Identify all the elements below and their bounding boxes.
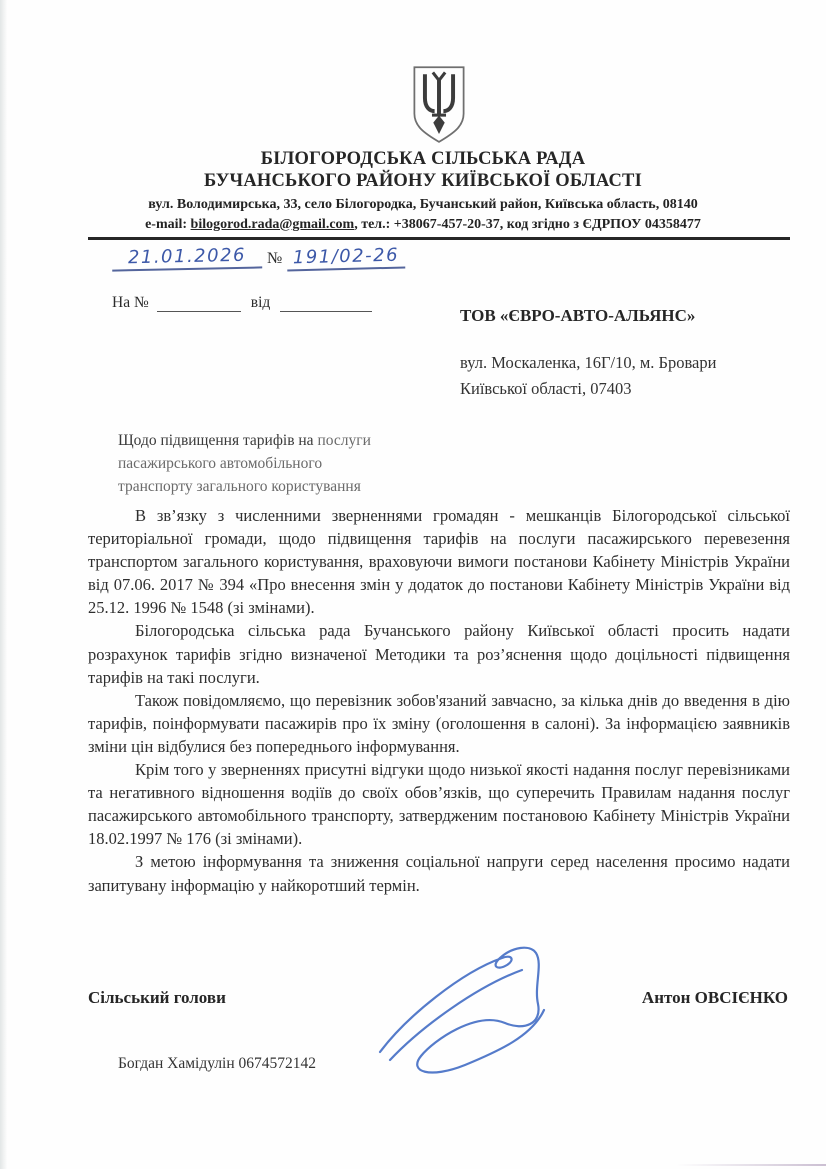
handwritten-date: 21.01.2026 <box>112 244 262 271</box>
recipient-address <box>460 350 716 402</box>
executor-contact-line: Богдан Хамідулін 0674572142 <box>118 1055 317 1072</box>
outgoing-reference-row <box>112 246 405 270</box>
handwritten-signature <box>372 944 582 1084</box>
organization-name <box>60 148 786 192</box>
reply-prefix-label: На № <box>112 294 149 311</box>
reply-from-label: від <box>250 294 271 311</box>
recipient-block <box>460 306 716 402</box>
letter-subject <box>118 429 388 498</box>
subject-line1: Щодо підвищення тарифів на послуги <box>118 432 371 449</box>
recipient-address-line2: Київської області, 07403 <box>460 379 632 398</box>
org-address-line: вул. Володимирська, 33, село Білогородка, Бучанський район, Київська область, 08140 <box>148 197 698 212</box>
organization-contacts <box>60 195 786 234</box>
scan-corner-artifact <box>676 1164 826 1166</box>
reply-number-blank <box>157 297 241 312</box>
body-paragraph-2: Білогородська сільська рада Бучанського району Київської області просить надати розрахунок тарифів згідно визначеної Методики та роз’яснення щодо доцільності підвищення тарифів на такі послуги. <box>88 621 790 687</box>
signer-position-title: Сільський голови <box>88 988 226 1007</box>
org-title-line2: БУЧАНСЬКОГО РАЙОНУ КИЇВСЬКОЇ ОБЛАСТІ <box>204 171 642 191</box>
email-address: bilogorod.rada@gmail.com <box>190 216 355 232</box>
email-prefix: e-mail: <box>145 216 191 232</box>
body-paragraph-5: З метою інформування та зниження соціальної напруги серед населення просимо надати запитувану інформацію у найкоротший термін. <box>88 852 790 895</box>
letter-body <box>88 504 790 897</box>
ukraine-trident-emblem-icon <box>410 61 468 149</box>
letterhead-divider-rule <box>88 237 790 240</box>
reply-date-blank <box>280 297 372 312</box>
number-sign: № <box>267 250 283 267</box>
recipient-name: ТОВ «ЄВРО-АВТО-АЛЬЯНС» <box>460 306 696 325</box>
body-paragraph-4: Крім того у зверненнях присутні відгуки щодо низької якості надання послуг перевізниками та негативного відношення водіїв до своїх обов’язків, що суперечить Правилам надання послуг пасажирського автомобільного транспорту, затвердженим постановою Кабінету Міністрів України 18.02.1997 № 176 (зі змінами). <box>88 760 790 849</box>
body-paragraph-3: Також повідомляємо, що перевізник зобов'язаний завчасно, за кілька днів до введення в дію тарифів, поінформувати пасажирів про їх зміну (оголошення в салоні). За інформацією заявників зміни цін відбулися без попереднього інформування. <box>88 690 790 756</box>
scan-left-edge-artifact <box>0 0 7 1169</box>
signer-name: Антон ОВСІЄНКО <box>641 988 788 1007</box>
phone-and-code: , тел.: +38067-457-20-37, код згідно з ЄДРПОУ 04358477 <box>354 216 701 232</box>
org-contact-line <box>60 215 786 235</box>
reply-reference-row <box>112 294 372 312</box>
recipient-address-line1: вул. Москаленка, 16Г/10, м. Бровари <box>460 353 717 372</box>
subject-line3: транспорту загального користування <box>118 478 361 495</box>
handwritten-outgoing-number: 191/02-26 <box>287 244 406 271</box>
subject-line2: пасажирського автомобільного <box>118 455 323 472</box>
body-paragraph-1: В зв’язку з численними зверненнями громадян - мешканців Білогородської сільської територіальної громади, щодо підвищення тарифів на послуги пасажирського перевезення транспортом загального користування, враховуючи вимоги постанови Кабінету Міністрів України від 07.06. 2017 № 394 «Про внесення змін у додаток до постанови Кабінету Міністрів України від 25.12. 1996 № 1548 (зі змінами). <box>88 506 790 618</box>
org-title-line1: БІЛОГОРОДСЬКА СІЛЬСЬКА РАДА <box>260 149 586 169</box>
